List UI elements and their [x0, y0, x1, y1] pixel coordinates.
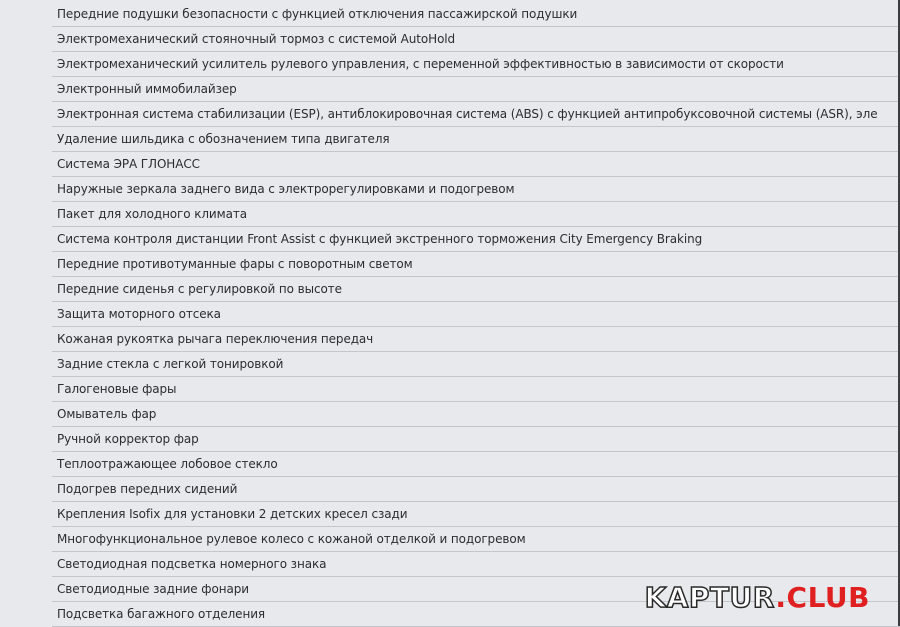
list-item	[52, 402, 900, 427]
watermark-kaptur: KAPTUR	[644, 581, 776, 614]
list-item-text: Пакет для холодного климата	[57, 207, 247, 221]
list-item	[52, 527, 900, 552]
list-item-text: Кожаная рукоятка рычага переключения передач	[57, 332, 374, 346]
list-item-text: Подогрев передних сидений	[57, 482, 238, 496]
list-item	[52, 352, 900, 377]
list-item-text: Задние стекла с легкой тонировкой	[57, 357, 284, 371]
list-item	[52, 502, 900, 527]
list-item-text: Светодиодные задние фонари	[57, 582, 249, 596]
list-item	[52, 152, 900, 177]
list-item	[52, 27, 900, 52]
list-item-text: Многофункциональное рулевое колесо с кожаной отделкой и подогревом	[57, 532, 526, 546]
list-item-text: Электронный иммобилайзер	[57, 82, 237, 96]
list-item	[52, 77, 900, 102]
list-item	[52, 427, 900, 452]
list-item	[52, 252, 900, 277]
list-item	[52, 377, 900, 402]
list-item	[52, 552, 900, 577]
list-item	[52, 327, 900, 352]
list-item-text: Передние противотуманные фары с поворотным светом	[57, 257, 413, 271]
site-watermark	[644, 581, 870, 614]
list-item-text: Ручной корректор фар	[57, 432, 199, 446]
list-item-text: Светодиодная подсветка номерного знака	[57, 557, 327, 571]
list-item	[52, 177, 900, 202]
list-item	[52, 277, 900, 302]
list-item-text: Наружные зеркала заднего вида с электрорегулировками и подогревом	[57, 182, 515, 196]
list-item	[52, 302, 900, 327]
list-item	[52, 102, 900, 127]
list-item-text: Электромеханический стояночный тормоз с системой AutoHold	[57, 32, 456, 46]
list-item-text: Система ЭРА ГЛОНАСС	[57, 157, 200, 171]
list-item-text: Передние сиденья с регулировкой по высоте	[57, 282, 342, 296]
list-item-text: Удаление шильдика с обозначением типа двигателя	[57, 132, 390, 146]
list-item-text: Система контроля дистанции Front Assist с функцией экстренного торможения City Emergency Braking	[57, 232, 703, 246]
list-item-text: Омыватель фар	[57, 407, 157, 421]
watermark-club: CLUB	[786, 581, 870, 614]
list-item-text: Крепления Isofix для установки 2 детских кресел сзади	[57, 507, 408, 521]
list-item-text: Подсветка багажного отделения	[57, 607, 266, 621]
features-list	[0, 2, 900, 627]
list-item-text: Галогеновые фары	[57, 382, 177, 396]
list-item	[52, 202, 900, 227]
list-item	[52, 127, 900, 152]
list-item	[52, 227, 900, 252]
watermark-dot: .	[775, 581, 787, 614]
list-item	[52, 452, 900, 477]
list-item-text: Электромеханический усилитель рулевого управления, с переменной эффективностью в зависимости от скорости	[57, 57, 784, 71]
list-item-text: Защита моторного отсека	[57, 307, 221, 321]
list-item-text: Электронная система стабилизации (ESP), антиблокировочная система (ABS) с функцией антипробуксовочной системы (ASR), эле	[57, 107, 878, 121]
list-item	[52, 2, 900, 27]
list-item	[52, 52, 900, 77]
list-item-text: Теплоотражающее лобовое стекло	[57, 457, 278, 471]
list-item-text: Передние подушки безопасности с функцией отключения пассажирской подушки	[57, 7, 578, 21]
list-item	[52, 477, 900, 502]
